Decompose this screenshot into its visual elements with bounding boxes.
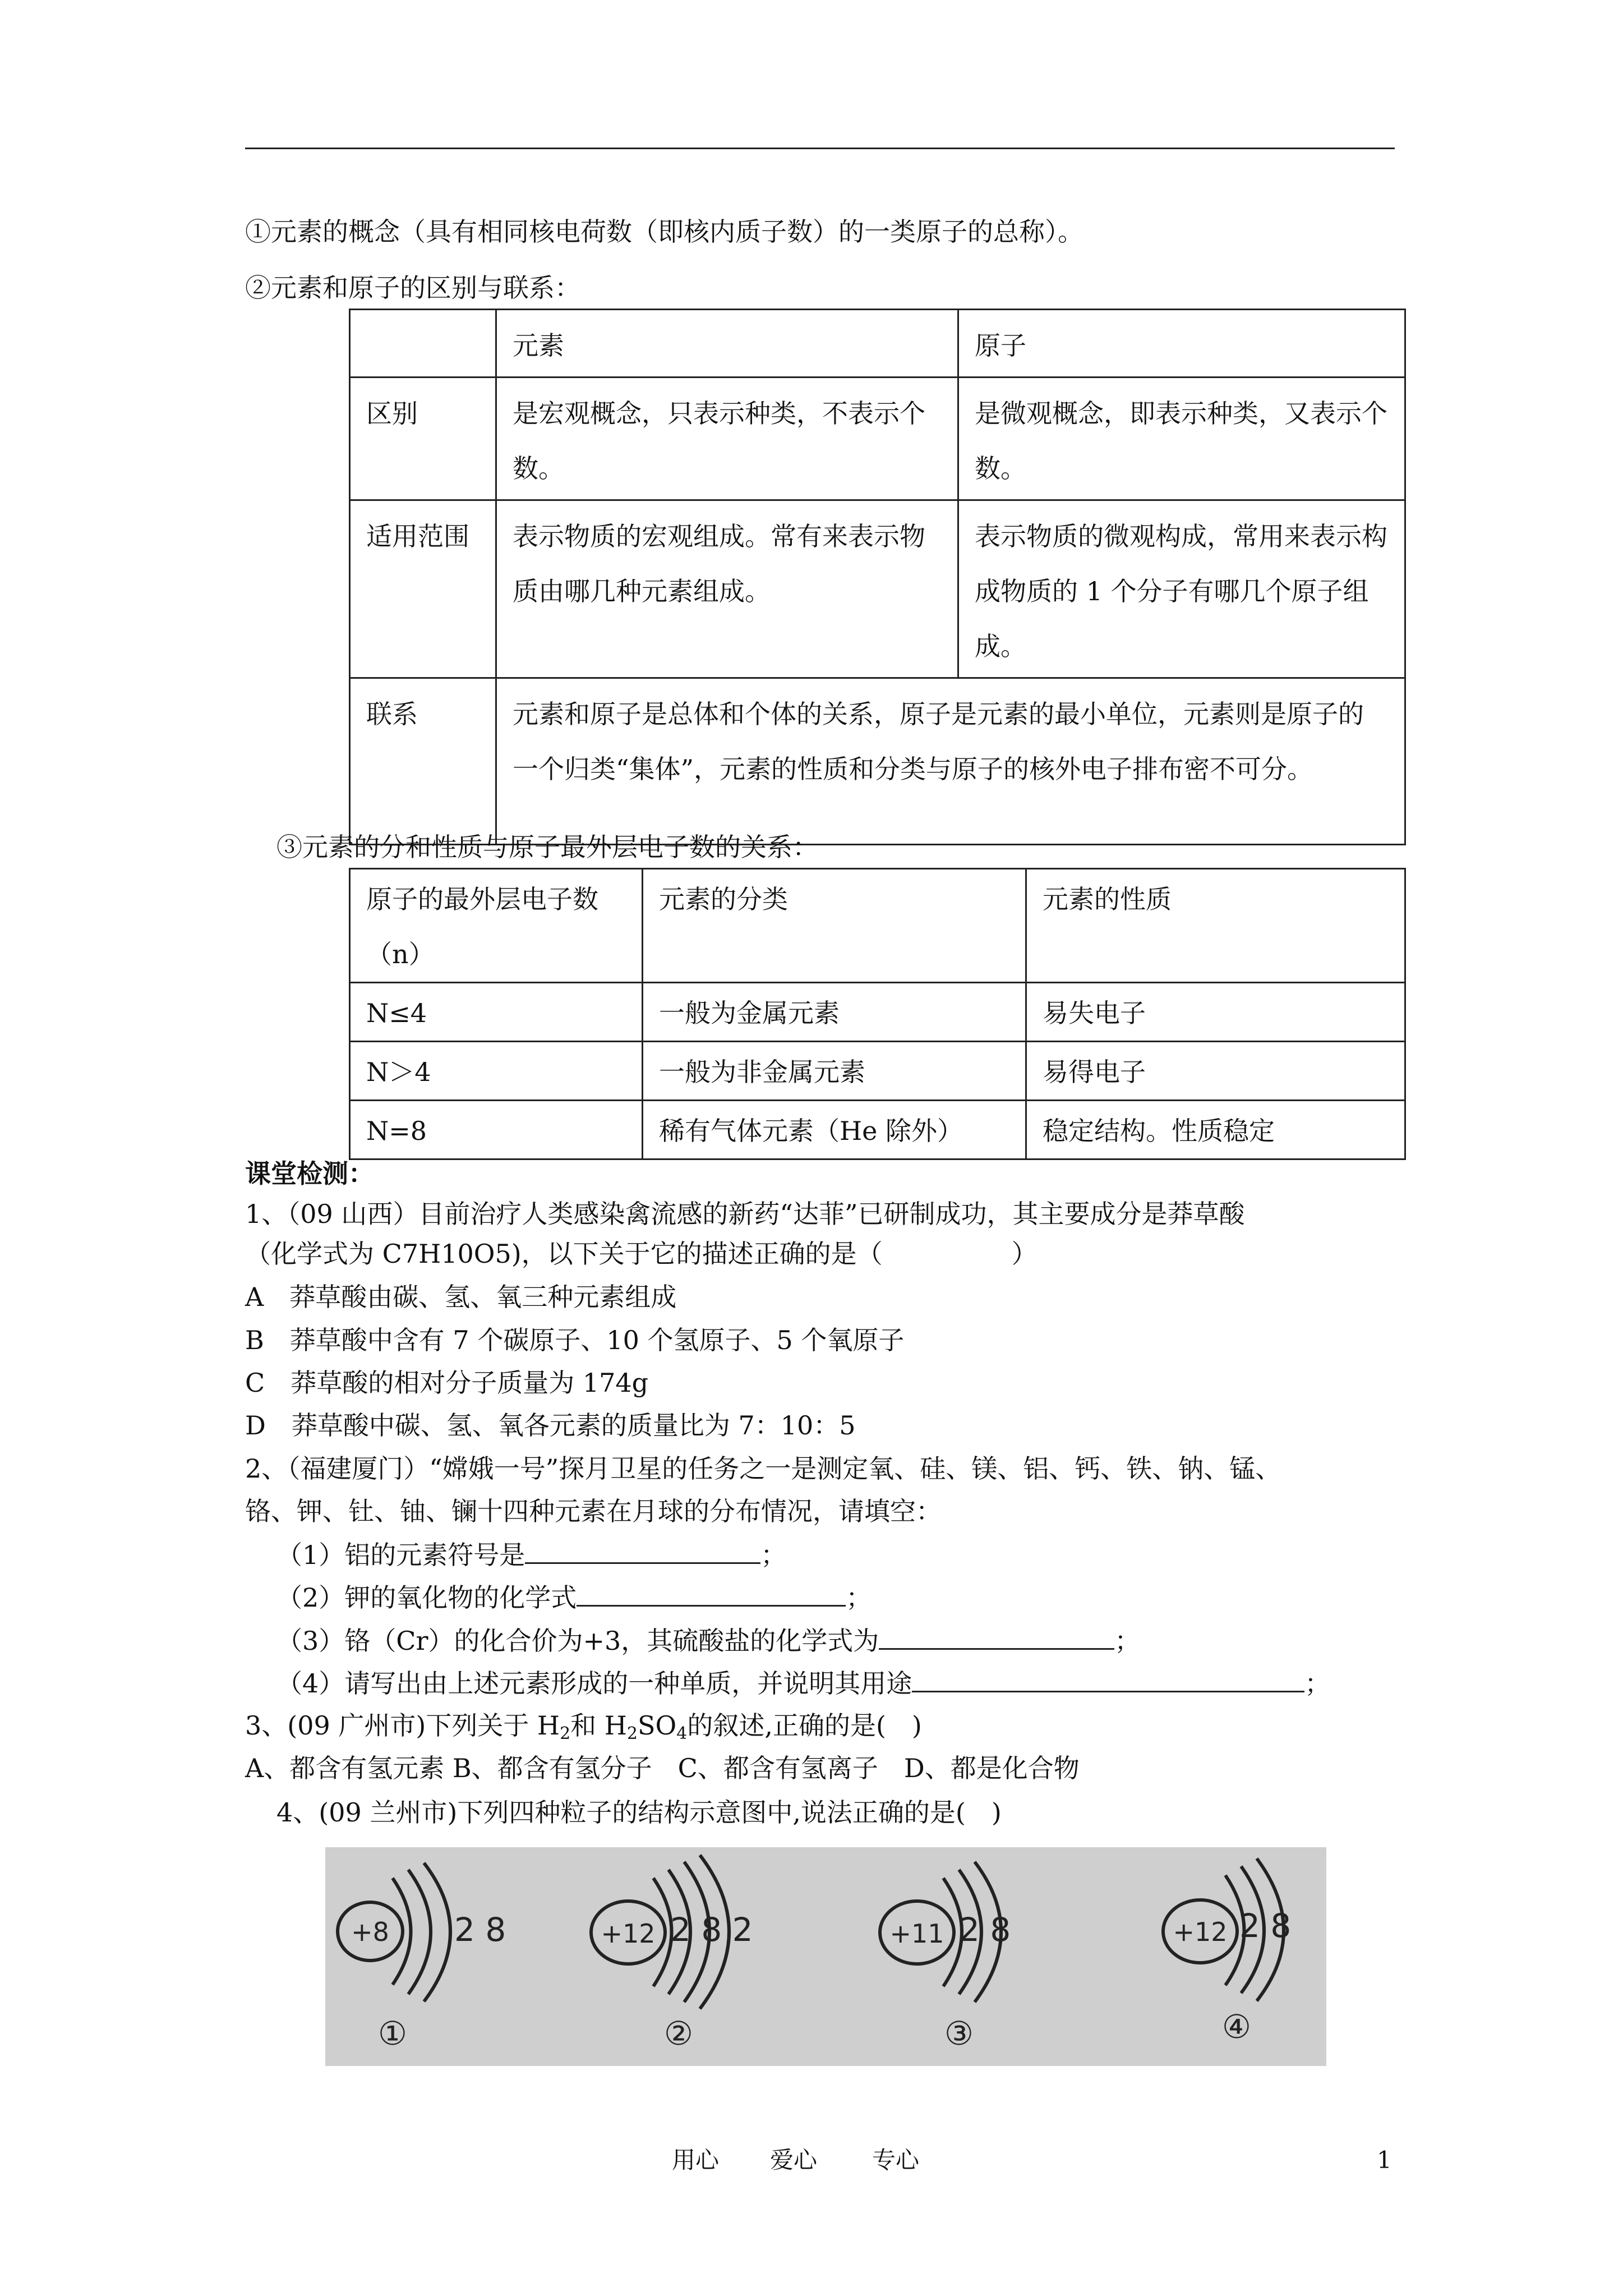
q3-line1 — [245, 1709, 922, 1742]
quiz-heading: 课堂检测： — [245, 1158, 374, 1189]
electron-shell-arc — [653, 1878, 672, 1986]
q2-sub4-text: （4）请写出由上述元素形成的一种单质，并说明其用途 — [276, 1668, 912, 1699]
footer-motto-1: 用心 — [672, 2146, 720, 2174]
particle-number-3: ③ — [944, 2014, 974, 2053]
q2-sub4 — [276, 1666, 1330, 1700]
table-row — [350, 500, 1405, 678]
header-rule — [245, 148, 1395, 149]
q2-sub1-text: （1）铝的元素符号是 — [276, 1540, 525, 1570]
q1-line1: 1、（09 山西）目前治疗人类感染禽流感的新药“达菲”已研制成功，其主要成分是莽草酸 — [245, 1199, 1245, 1229]
particle-number-2: ② — [664, 2014, 693, 2053]
relation-title: ②元素和原子的区别与联系： — [245, 273, 580, 303]
q4-line1: 4、(09 兰州市)下列四种粒子的结构示意图中,说法正确的是( ) — [276, 1797, 1002, 1828]
element-concept: ①元素的概念（具有相同核电荷数（即核内质子数）的一类原子的总称）。 — [245, 217, 1083, 247]
particle-diagrams — [325, 1847, 1326, 2066]
page-number: 1 — [1377, 2146, 1392, 2174]
q2-sub4-end: ； — [1304, 1668, 1331, 1699]
q3-text: 和 H — [570, 1710, 627, 1741]
table-row — [350, 1101, 1405, 1159]
row-element-text: 表示物质的宏观组成。常有来表示物质由哪几种元素组成。 — [496, 500, 958, 678]
q3-options: A、都含有氢元素 B、都含有氢分子 C、都含有氢离子 D、都是化合物 — [245, 1753, 1080, 1783]
nucleus-charge-4: +12 — [1173, 1917, 1228, 1947]
row-atom-text: 表示物质的微观构成，常用来表示构成物质的 1 个分子有哪几个原子组成。 — [958, 500, 1405, 678]
row-atom-text: 是微观概念，即表示种类，又表示个数。 — [958, 378, 1405, 500]
nucleus-charge-3: +11 — [889, 1918, 944, 1949]
q1-option-d: D 莽草酸中碳、氢、氧各元素的质量比为 7：10：5 — [245, 1410, 856, 1441]
shell-counts-2: 2 8 2 — [670, 1911, 753, 1949]
table-cell: N=8 — [350, 1101, 643, 1159]
q2-sub2 — [276, 1580, 872, 1614]
q1-option-c: C 莽草酸的相对分子质量为 174g — [245, 1368, 649, 1398]
header-property: 元素的性质 — [1026, 869, 1405, 983]
q3-text: 3、(09 广州市)下列关于 H — [245, 1710, 560, 1741]
nucleus-charge-1: +8 — [351, 1917, 389, 1947]
q1-option-b: B 莽草酸中含有 7 个碳原子、10 个氢原子、5 个氧原子 — [245, 1325, 905, 1355]
shell-counts-3: 2 8 — [959, 1911, 1011, 1949]
q3-text: SO — [638, 1710, 677, 1741]
shell-counts-4: 2 8 — [1239, 1907, 1292, 1945]
table-cell: N≤4 — [350, 983, 643, 1042]
q3-subscript: 2 — [626, 1724, 638, 1743]
q2-sub3 — [276, 1623, 1140, 1658]
q2-sub2-text: （2）钾的氧化物的化学式 — [276, 1582, 577, 1613]
q2-sub3-text: （3）铬（Cr）的化合价为+3，其硫酸盐的化学式为 — [276, 1626, 879, 1656]
particle-structure-figure — [325, 1847, 1326, 2066]
q1-line2: （化学式为 C7H10O5)，以下关于它的描述正确的是（ ） — [245, 1239, 1038, 1269]
header-outer-electrons: 原子的最外层电子数（n） — [350, 869, 643, 983]
shell-counts-1: 2 8 — [454, 1911, 506, 1949]
q3-subscript: 2 — [560, 1724, 571, 1743]
q1-option-a: A 莽草酸由碳、氢、氧三种元素组成 — [245, 1282, 677, 1312]
row-element-text: 是宏观概念，只表示种类，不表示个数。 — [496, 378, 958, 500]
answer-blank[interactable] — [577, 1580, 846, 1607]
row-label: 区别 — [350, 378, 496, 500]
row-label: 联系 — [350, 678, 496, 845]
table-cell: 稳定结构。性质稳定 — [1026, 1101, 1405, 1159]
electron-shell-arc — [424, 1863, 450, 2001]
q3-subscript: 4 — [676, 1724, 688, 1743]
table-cell: 一般为金属元素 — [643, 983, 1026, 1042]
element-atom-table — [349, 309, 1406, 845]
q2-sub3-end: ； — [1114, 1626, 1141, 1656]
answer-blank[interactable] — [525, 1538, 760, 1564]
header-classification: 元素的分类 — [643, 869, 1026, 983]
table-cell: 稀有气体元素（He 除外） — [643, 1101, 1026, 1159]
table-header-row — [350, 310, 1405, 378]
table-cell: 易失电子 — [1026, 983, 1405, 1042]
table-row — [350, 1042, 1405, 1101]
q2-line2: 铬、钾、钍、铀、镧十四种元素在月球的分布情况，请填空： — [245, 1496, 942, 1526]
classify-title: ③元素的分和性质与原子最外层电子数的关系： — [276, 832, 818, 862]
q2-sub1-end: ； — [760, 1540, 787, 1570]
table-cell: 易得电子 — [1026, 1042, 1405, 1101]
nucleus-charge-2: +12 — [601, 1918, 656, 1949]
particle-number-1: ① — [378, 2014, 407, 2053]
q2-line1: 2、（福建厦门）“嫦娥一号”探月卫星的任务之一是测定氧、硅、镁、铝、钙、铁、钠、锰、 — [245, 1453, 1281, 1484]
table-row — [350, 378, 1405, 500]
q2-sub2-end: ； — [846, 1582, 872, 1613]
footer-motto-2: 爱心 — [770, 2146, 818, 2174]
table-row — [350, 678, 1405, 845]
table-cell: N＞4 — [350, 1042, 643, 1101]
footer-motto-3: 专心 — [872, 2146, 920, 2174]
row-label: 适用范围 — [350, 500, 496, 678]
outer-electron-table — [349, 868, 1406, 1160]
table-row — [350, 983, 1405, 1042]
q2-sub1 — [276, 1538, 786, 1572]
answer-blank[interactable] — [912, 1666, 1304, 1692]
table-header-element: 元素 — [496, 310, 958, 378]
q3-text: 的叙述,正确的是( ) — [687, 1710, 922, 1741]
link-text: 元素和原子是总体和个体的关系，原子是元素的最小单位，元素则是原子的一个归类“集体”，元素的性质和分类与原子的核外电子排布密不可分。 — [496, 678, 1405, 845]
particle-number-4: ④ — [1222, 2008, 1251, 2046]
table-header-atom: 原子 — [958, 310, 1405, 378]
table-cell — [350, 310, 496, 378]
answer-blank[interactable] — [879, 1623, 1114, 1650]
table-header-row — [350, 869, 1405, 983]
table-cell: 一般为非金属元素 — [643, 1042, 1026, 1101]
